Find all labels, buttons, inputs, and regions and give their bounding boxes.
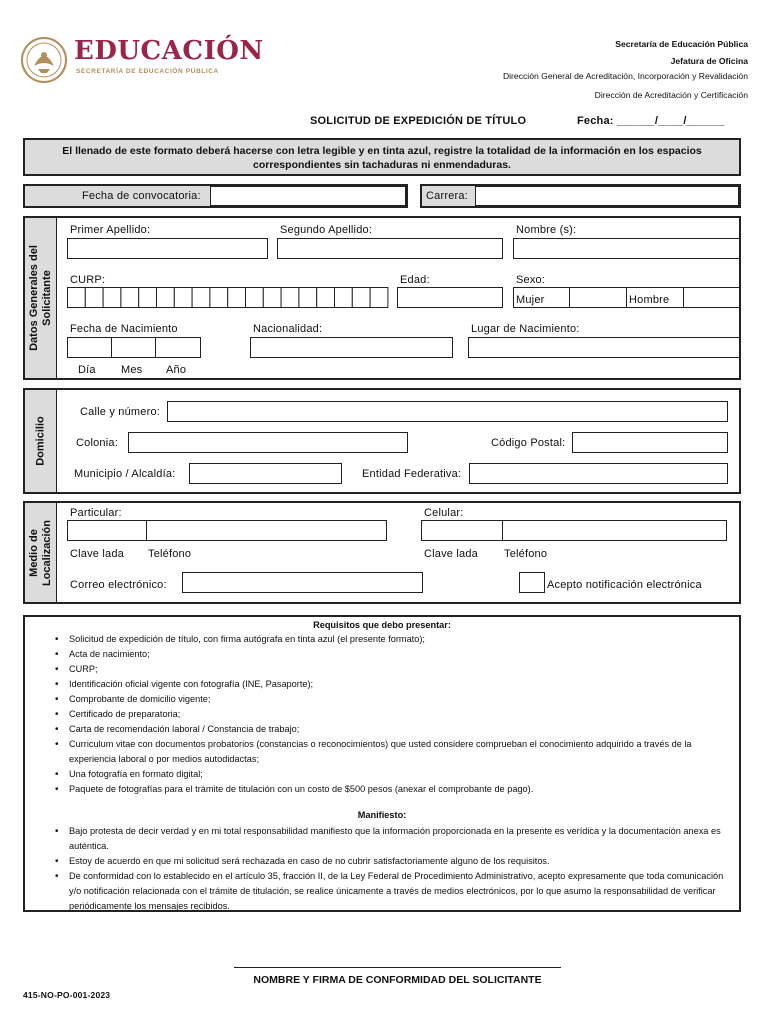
manifiesto-list [25,824,725,914]
header-line2: Jefatura de Oficina [670,56,748,66]
particular-label: Particular: [70,507,122,519]
list-item: • Solicitud de expedición de título, con firma autógrafa en tinta azul (el presente formato); [25,632,725,647]
clave-lada-label-2: Clave lada [424,548,478,560]
sexo-label: Sexo: [516,274,546,286]
mes-label: Mes [121,364,143,376]
dia-label: Día [78,364,96,376]
curp-char-box[interactable] [103,288,121,308]
curp-boxes [67,287,389,314]
lugar-nac-input[interactable] [468,337,740,358]
curp-char-box[interactable] [121,288,139,308]
list-item: • Bajo protesta de decir verdad y en mi total responsabilidad manifiesto que la información proporcionada en la presente es verídica y la documentación anexa es auténtica. [25,824,725,854]
curp-char-box[interactable] [335,288,353,308]
curp-char-box[interactable] [85,288,103,308]
cp-label: Código Postal: [491,437,566,449]
curp-char-box[interactable] [210,288,228,308]
requisitos-title: Requisitos que debo presentar: [313,620,451,630]
particular-lada-input[interactable] [67,520,147,541]
signature-line [234,967,561,968]
calle-input[interactable] [167,401,728,422]
calle-label: Calle y número: [80,406,161,418]
clave-lada-label-1: Clave lada [70,548,124,560]
fecha-nac-label: Fecha de Nacimiento [70,323,178,335]
instructions-box [23,138,741,176]
sexo-hombre-check[interactable] [683,287,740,308]
edad-input[interactable] [397,287,503,308]
domicilio-tab [25,390,57,492]
signature-label: NOMBRE Y FIRMA DE CONFORMIDAD DEL SOLICITANTE [253,974,542,986]
list-item: • Identificación oficial vigente con fotografía (INE, Pasaporte); [25,677,725,692]
list-item: • De conformidad con lo establecido en el artículo 35, fracción II, de la Ley Federal de Procedimiento Administrativo, acepto expresamente que toda comunicación y/o notificación relacionada con el trámite de titulación, se realice únicamente a través de medios electrónicos, por lo que asumo la responsabilidad de verificar periódicamente los mensajes recibidos. [25,869,725,914]
curp-char-box[interactable] [68,288,86,308]
list-item: • Comprobante de domicilio vigente; [25,692,725,707]
sexo-mujer-check[interactable] [569,287,627,308]
colonia-label: Colonia: [76,437,118,449]
list-item: • Carta de recomendación laboral / Constancia de trabajo; [25,722,725,737]
nacionalidad-input[interactable] [250,337,453,358]
entidad-input[interactable] [469,463,728,484]
primer-apellido-input[interactable] [67,238,268,259]
anio-label: Año [166,364,187,376]
list-item: • CURP; [25,662,725,677]
logo-subtitle: SECRETARÍA DE EDUCACIÓN PÚBLICA [76,68,219,75]
list-item: • Estoy de acuerdo en que mi solicitud será rechazada en caso de no cubrir satisfactoriamente alguno de los requisitos. [25,854,725,869]
curp-char-box[interactable] [263,288,281,308]
list-item: • Una fotografía en formato digital; [25,767,725,782]
localizacion-title: Medio de Localización [27,519,53,586]
lugar-nac-label: Lugar de Nacimiento: [471,323,580,335]
manifiesto-title: Manifiesto: [357,810,407,820]
curp-char-box[interactable] [281,288,299,308]
curp-char-box[interactable] [228,288,246,308]
primer-apellido-label: Primer Apellido: [70,224,151,236]
mes-input[interactable] [111,337,156,358]
list-item: • Paquete de fotografías para el trámite de titulación con un costo de $500 pesos (anexar el comprobante de pago). [25,782,725,797]
list-item: • Acta de nacimiento; [25,647,725,662]
nombre-label: Nombre (s): [516,224,577,236]
curp-char-box[interactable] [192,288,210,308]
convocatoria-label: Fecha de convocatoria: [82,190,201,202]
instructions-text: El llenado de este formato deberá hacerse con letra legible y en tinta azul, registre la totalidad de la información en los espacios correspondientes sin tachaduras ni enmendaduras. [62,145,702,171]
curp-char-box[interactable] [317,288,335,308]
domicilio-title: Domicilio [34,416,46,466]
anio-input[interactable] [155,337,201,358]
list-item: • Curriculum vitae con documentos probatorios (constancias o reconocimientos) que usted considere comprueban el conocimiento adquirido a través de la experiencia laboral o por medios autodidactas; [25,737,725,767]
header-line4: Dirección de Acreditación y Certificación [594,90,748,100]
municipio-input[interactable] [189,463,342,484]
curp-char-box[interactable] [370,288,388,308]
convocatoria-input[interactable] [210,186,406,206]
logo-title: EDUCACIÓN [74,36,264,66]
carrera-input[interactable] [475,186,739,206]
correo-label: Correo electrónico: [70,579,167,591]
colonia-input[interactable] [128,432,408,453]
date-field[interactable]: Fecha: ______/____/______ [577,115,725,127]
hombre-label: Hombre [629,294,670,306]
telefono-label-2: Teléfono [504,548,548,560]
curp-char-box[interactable] [246,288,264,308]
nombre-input[interactable] [513,238,740,259]
edad-label: Edad: [400,274,430,286]
nacionalidad-label: Nacionalidad: [253,323,323,335]
entidad-label: Entidad Federativa: [362,468,462,480]
segundo-apellido-label: Segundo Apellido: [280,224,373,236]
particular-telefono-input[interactable] [146,520,387,541]
curp-char-box[interactable] [157,288,175,308]
sep-logo [20,36,264,86]
celular-label: Celular: [424,507,464,519]
list-item: • Certificado de preparatoria; [25,707,725,722]
page-title: SOLICITUD DE EXPEDICIÓN DE TÍTULO [310,115,527,127]
datos-generales-title: Datos Generales del Solicitante [27,245,53,351]
dia-input[interactable] [67,337,112,358]
header-line1: Secretaría de Educación Pública [615,39,748,49]
localizacion-tab [25,503,57,602]
mujer-label: Mujer [516,294,545,306]
curp-label: CURP: [70,274,106,286]
curp-char-box[interactable] [174,288,192,308]
celular-telefono-input[interactable] [502,520,727,541]
curp-char-box[interactable] [352,288,370,308]
acepto-checkbox[interactable] [519,572,545,593]
curp-char-box[interactable] [299,288,317,308]
segundo-apellido-input[interactable] [277,238,503,259]
correo-input[interactable] [182,572,423,593]
eagle-seal-icon [20,36,68,84]
carrera-label: Carrera: [426,190,468,202]
telefono-label-1: Teléfono [148,548,192,560]
celular-lada-input[interactable] [421,520,503,541]
curp-char-box[interactable] [139,288,157,308]
requisitos-list [25,632,725,797]
header-line3: Dirección General de Acreditación, Incorporación y Revalidación [502,71,748,81]
acepto-label: Acepto notificación electrónica [547,579,702,591]
cp-input[interactable] [572,432,728,453]
curp-grid[interactable] [67,287,389,309]
datos-generales-tab [25,218,57,378]
form-code: 415-NO-PO-001-2023 [23,990,111,1000]
municipio-label: Municipio / Alcaldía: [74,468,176,480]
